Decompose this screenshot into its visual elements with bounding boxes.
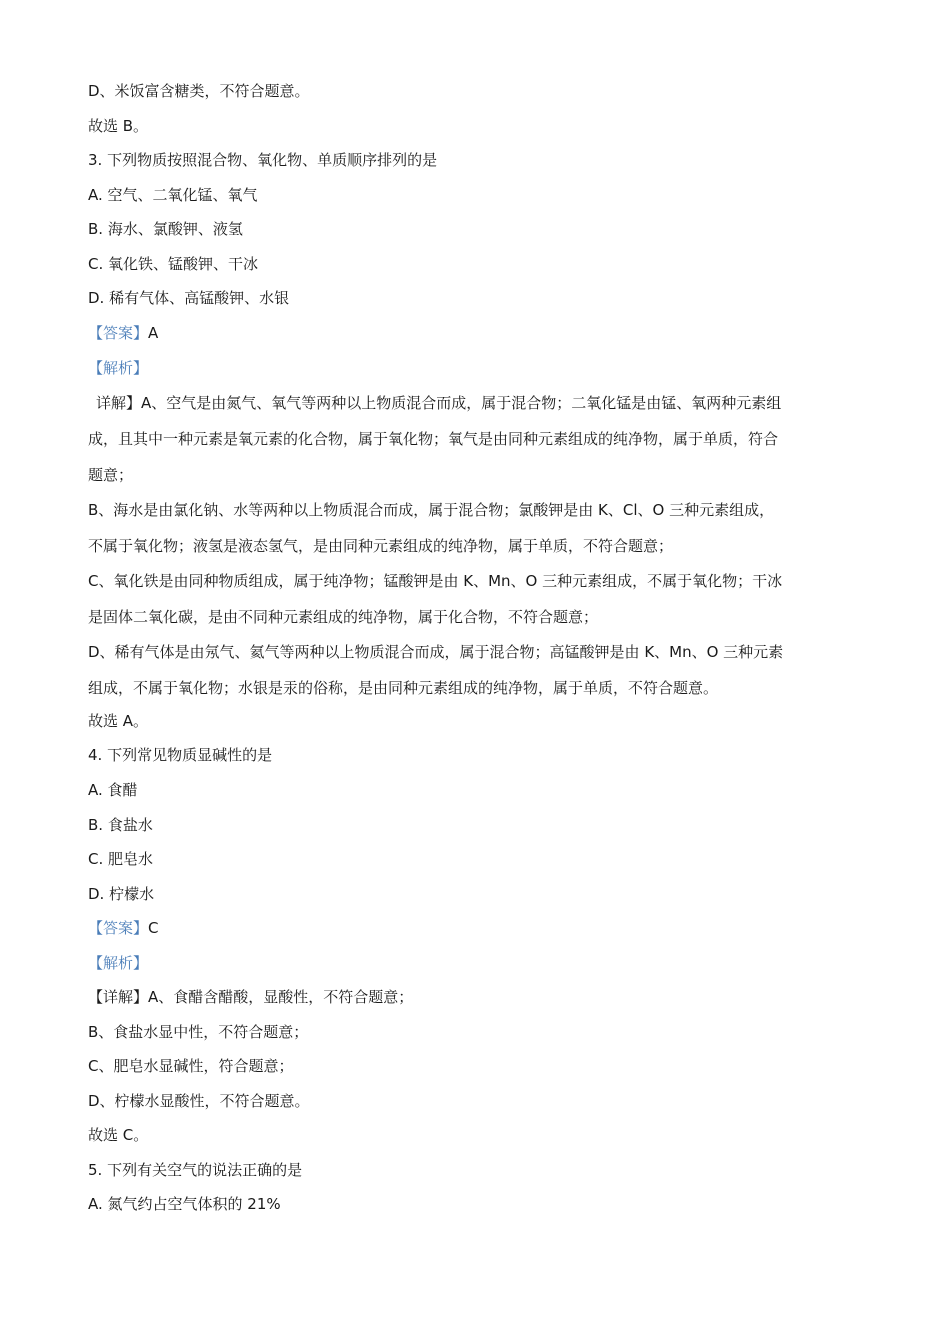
text-line: 是固体二氧化碳，是由不同种元素组成的纯净物，属于化合物，不符合题意； [88, 608, 599, 626]
text-line: 不属于氧化物；液氢是液态氢气，是由同种元素组成的纯净物，属于单质，不符合题意； [88, 537, 674, 555]
question-4-stem: 4. 下列常见物质显碱性的是 [88, 746, 273, 764]
text-line: 故选 A。 [88, 712, 149, 730]
question-5-stem: 5. 下列有关空气的说法正确的是 [88, 1161, 303, 1179]
question-3-option-b: B. 海水、氯酸钾、液氢 [88, 220, 243, 238]
question-4-option-b: B. 食盐水 [88, 816, 153, 834]
answer-value: C [148, 919, 159, 937]
question-4-option-c: C. 肥皂水 [88, 850, 154, 868]
question-3-option-d: D. 稀有气体、高锰酸钾、水银 [88, 289, 290, 307]
answer-tag: 【答案】 [88, 919, 149, 937]
question-4-option-d: D. 柠檬水 [88, 885, 155, 903]
question-5-option-a: A. 氮气约占空气体积的 21% [88, 1195, 281, 1213]
text-line: D、稀有气体是由氖气、氦气等两种以上物质混合而成，属于混合物；高锰酸钾是由 K、Mn、O 三种元素 [88, 643, 784, 661]
answer-line [88, 918, 159, 938]
text-line: 组成，不属于氧化物；水银是汞的俗称，是由同种元素组成的纯净物，属于单质，不符合题意。 [88, 679, 719, 697]
analysis-tag: 【解析】 [88, 954, 149, 972]
question-3-option-c: C. 氧化铁、锰酸钾、干冰 [88, 255, 259, 273]
text-line: C、氧化铁是由同种物质组成，属于纯净物；锰酸钾是由 K、Mn、O 三种元素组成，不属于氧化物；干冰 [88, 572, 783, 590]
answer-value: A [148, 324, 159, 342]
question-3-stem: 3. 下列物质按照混合物、氧化物、单质顺序排列的是 [88, 151, 438, 169]
text-line: B、海水是由氯化钠、水等两种以上物质混合而成，属于混合物；氯酸钾是由 K、Cl、O 三种元素组成， [88, 501, 775, 519]
text-line: 题意； [88, 466, 134, 484]
text-line: 详解】A、空气是由氮气、氧气等两种以上物质混合而成，属于混合物；二氧化锰是由锰、氧两种元素组 [96, 394, 782, 412]
answer-line [88, 323, 158, 343]
text-line: B、食盐水显中性，不符合题意； [88, 1023, 309, 1041]
text-line: D、米饭富含糖类，不符合题意。 [88, 82, 310, 100]
question-4-option-a: A. 食醋 [88, 781, 138, 799]
text-line: D、柠檬水显酸性，不符合题意。 [88, 1092, 310, 1110]
question-3-option-a: A. 空气、二氧化锰、氧气 [88, 186, 258, 204]
text-line: 故选 B。 [88, 117, 149, 135]
text-line: 【详解】A、食醋含醋酸，显酸性，不符合题意； [88, 988, 414, 1006]
text-line: C、肥皂水显碱性，符合题意； [88, 1057, 294, 1075]
text-line: 故选 C。 [88, 1126, 149, 1144]
analysis-tag: 【解析】 [88, 359, 149, 377]
text-line: 成，且其中一种元素是氧元素的化合物，属于氧化物；氧气是由同种元素组成的纯净物，属于单质，符合 [88, 430, 779, 448]
answer-tag: 【答案】 [88, 324, 149, 342]
